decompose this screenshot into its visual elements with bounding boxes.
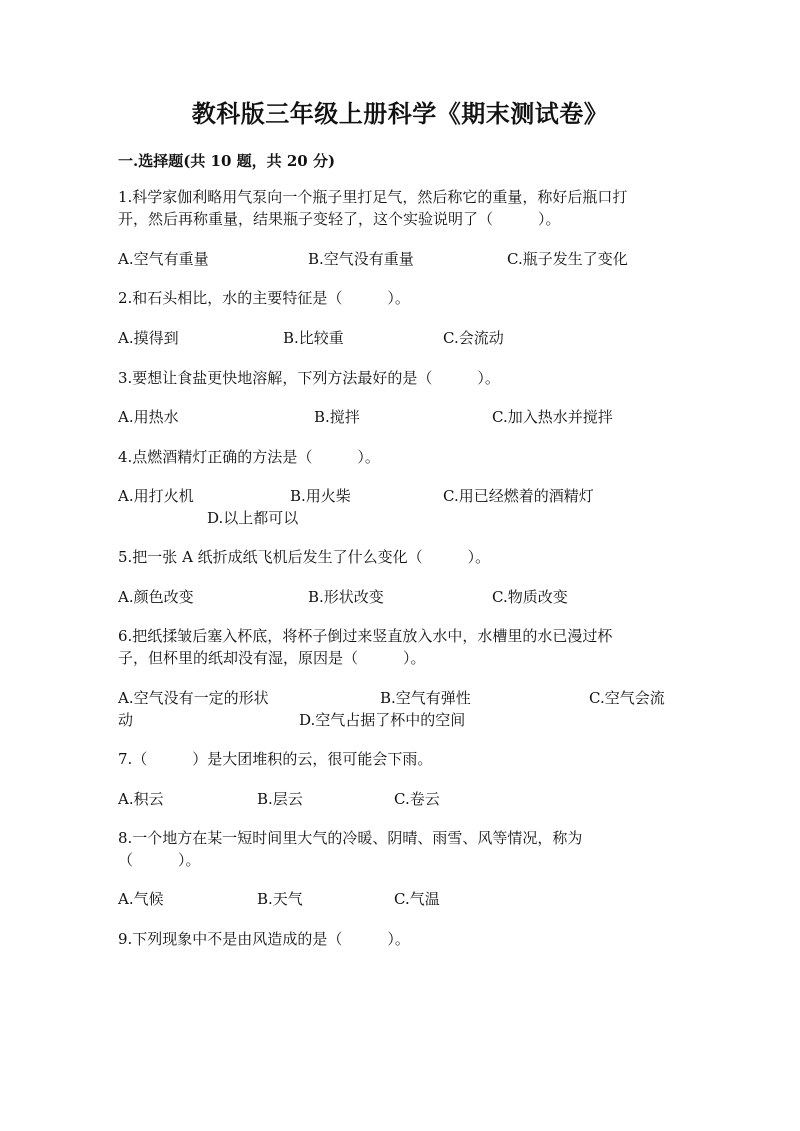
question-3-option-c[interactable]: C.加入热水并搅拌 <box>492 408 613 426</box>
question-6-option-c-wrap[interactable]: 动 <box>118 711 134 729</box>
question-text-line: 3.要想让食盐更快地溶解，下列方法最好的是（ ）。 <box>118 369 500 387</box>
question-2-option-a[interactable]: A.摸得到 <box>118 329 179 347</box>
question-text-line: 2.和石头相比，水的主要特征是（ ）。 <box>118 289 410 307</box>
question-3-option-a[interactable]: A.用热水 <box>118 408 179 426</box>
question-text-line: 9.下列现象中不是由风造成的是（ ）。 <box>118 930 410 948</box>
question-5-option-c[interactable]: C.物质改变 <box>492 588 568 606</box>
question-4-option-d[interactable]: D.以上都可以 <box>207 509 299 527</box>
question-2-option-b[interactable]: B.比较重 <box>283 329 344 347</box>
question-4-option-b[interactable]: B.用火柴 <box>290 487 351 505</box>
question-5-text <box>118 546 678 568</box>
question-1-option-b[interactable]: B.空气没有重量 <box>308 250 414 268</box>
question-4-option-c[interactable]: C.用已经燃着的酒精灯 <box>443 487 594 505</box>
question-6-option-b[interactable]: B.空气有弹性 <box>380 689 471 707</box>
question-text-line: 1.科学家伽利略用气泵向一个瓶子里打足气，然后称它的重量，称好后瓶口打 <box>118 188 628 206</box>
question-2-option-c[interactable]: C.会流动 <box>443 329 504 347</box>
question-7-option-c[interactable]: C.卷云 <box>394 790 440 808</box>
question-7-option-b[interactable]: B.层云 <box>257 790 303 808</box>
question-3-text <box>118 367 678 389</box>
question-text-line: 5.把一张 A 纸折成纸飞机后发生了什么变化（ ）。 <box>118 548 491 566</box>
question-8-option-b[interactable]: B.天气 <box>257 890 303 908</box>
question-6-option-a[interactable]: A.空气没有一定的形状 <box>118 689 269 707</box>
question-text-line: 子，但杯里的纸却没有湿，原因是（ ）。 <box>118 649 426 667</box>
question-4-text <box>118 446 678 468</box>
question-1-text <box>118 186 678 230</box>
question-9-text <box>118 928 678 950</box>
question-text-line: 开，然后再称重量，结果瓶子变轻了，这个实验说明了（ ）。 <box>118 210 561 228</box>
question-text-line: （ ）。 <box>118 851 201 869</box>
question-text-line: 6.把纸揉皱后塞入杯底，将杯子倒过来竖直放入水中，水槽里的水已漫过杯 <box>118 627 613 645</box>
question-7-text <box>118 748 678 770</box>
question-8-text <box>118 827 678 871</box>
question-3-option-b[interactable]: B.搅拌 <box>314 408 360 426</box>
question-5-option-b[interactable]: B.形状改变 <box>308 588 384 606</box>
question-8-option-c[interactable]: C.气温 <box>394 890 440 908</box>
page-title: 教科版三年级上册科学《期末测试卷》 <box>191 99 609 128</box>
question-6-text <box>118 625 678 669</box>
question-1-option-c[interactable]: C.瓶子发生了变化 <box>507 250 628 268</box>
question-2-text <box>118 287 678 309</box>
question-4-option-a[interactable]: A.用打火机 <box>118 487 194 505</box>
question-text-line: 4.点燃酒精灯正确的方法是（ ）。 <box>118 448 380 466</box>
question-8-option-a[interactable]: A.气候 <box>118 890 164 908</box>
question-7-option-a[interactable]: A.积云 <box>118 790 164 808</box>
question-text-line: 8.一个地方在某一短时间里大气的冷暖、阴晴、雨雪、风等情况，称为 <box>118 829 583 847</box>
question-5-option-a[interactable]: A.颜色改变 <box>118 588 194 606</box>
section-heading: 一.选择题(共 10 题，共 20 分) <box>118 152 336 170</box>
question-1-option-a[interactable]: A.空气有重量 <box>118 250 209 268</box>
question-6-option-c[interactable]: C.空气会流 <box>589 689 665 707</box>
question-text-line: 7.（ ）是大团堆积的云，很可能会下雨。 <box>118 750 433 768</box>
question-6-option-d[interactable]: D.空气占据了杯中的空间 <box>299 711 466 729</box>
